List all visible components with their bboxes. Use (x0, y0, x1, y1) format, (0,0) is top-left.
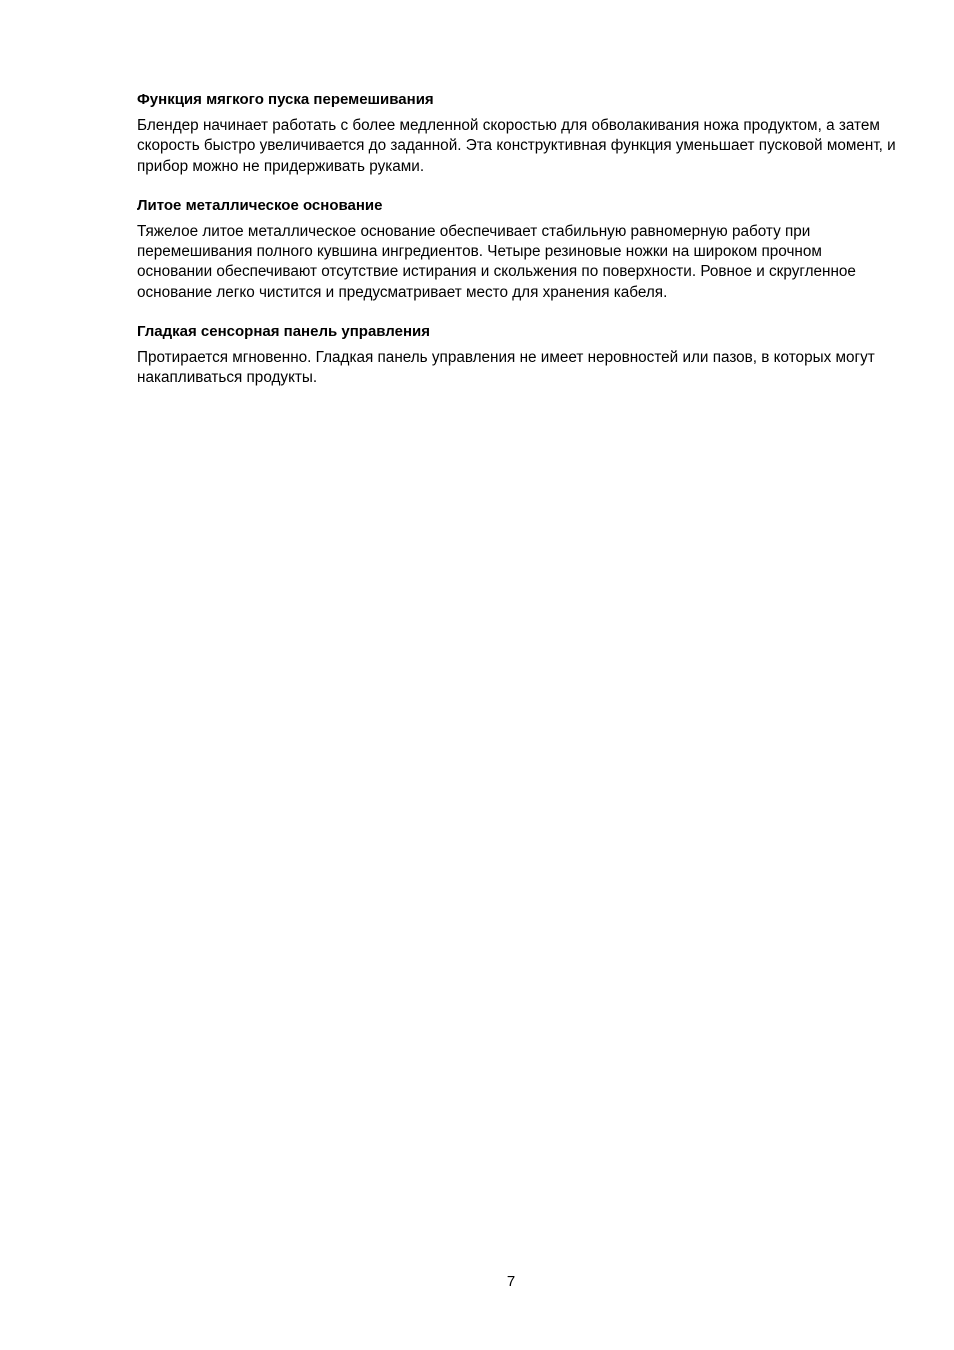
section-body: Блендер начинает работать с более медленной скоростью для обволакивания ножа продуктом, а затем скорость быстро увеличивается до заданной. Эта конструктивная функция уменьшает пусковой момент, и прибор можно не придерживать руками. (137, 117, 896, 175)
section-body: Тяжелое литое металлическое основание обеспечивает стабильную равномерную работу при перемешивания полного кувшина ингредиентов. Четыре резиновые ножки на широком прочном основании обеспечивают отсутствие истирания и скольжения по поверхности. Ровное и скругленное основание легко чистится и предусматривает место для хранения кабеля. (137, 222, 856, 301)
section-touch-panel (137, 322, 897, 389)
section-title: Литое металлическое основание (137, 196, 383, 214)
section-metal-base (137, 196, 897, 303)
section-title: Гладкая сенсорная панель управления (137, 323, 431, 341)
section-title: Функция мягкого пуска перемешивания (137, 91, 434, 108)
section-soft-start (137, 90, 897, 177)
document-content (137, 90, 897, 408)
page-number: 7 (506, 1273, 516, 1290)
section-body: Протирается мгновенно. Гладкая панель управления не имеет неровностей или пазов, в которых могут накапливаться продукты. (137, 349, 875, 387)
